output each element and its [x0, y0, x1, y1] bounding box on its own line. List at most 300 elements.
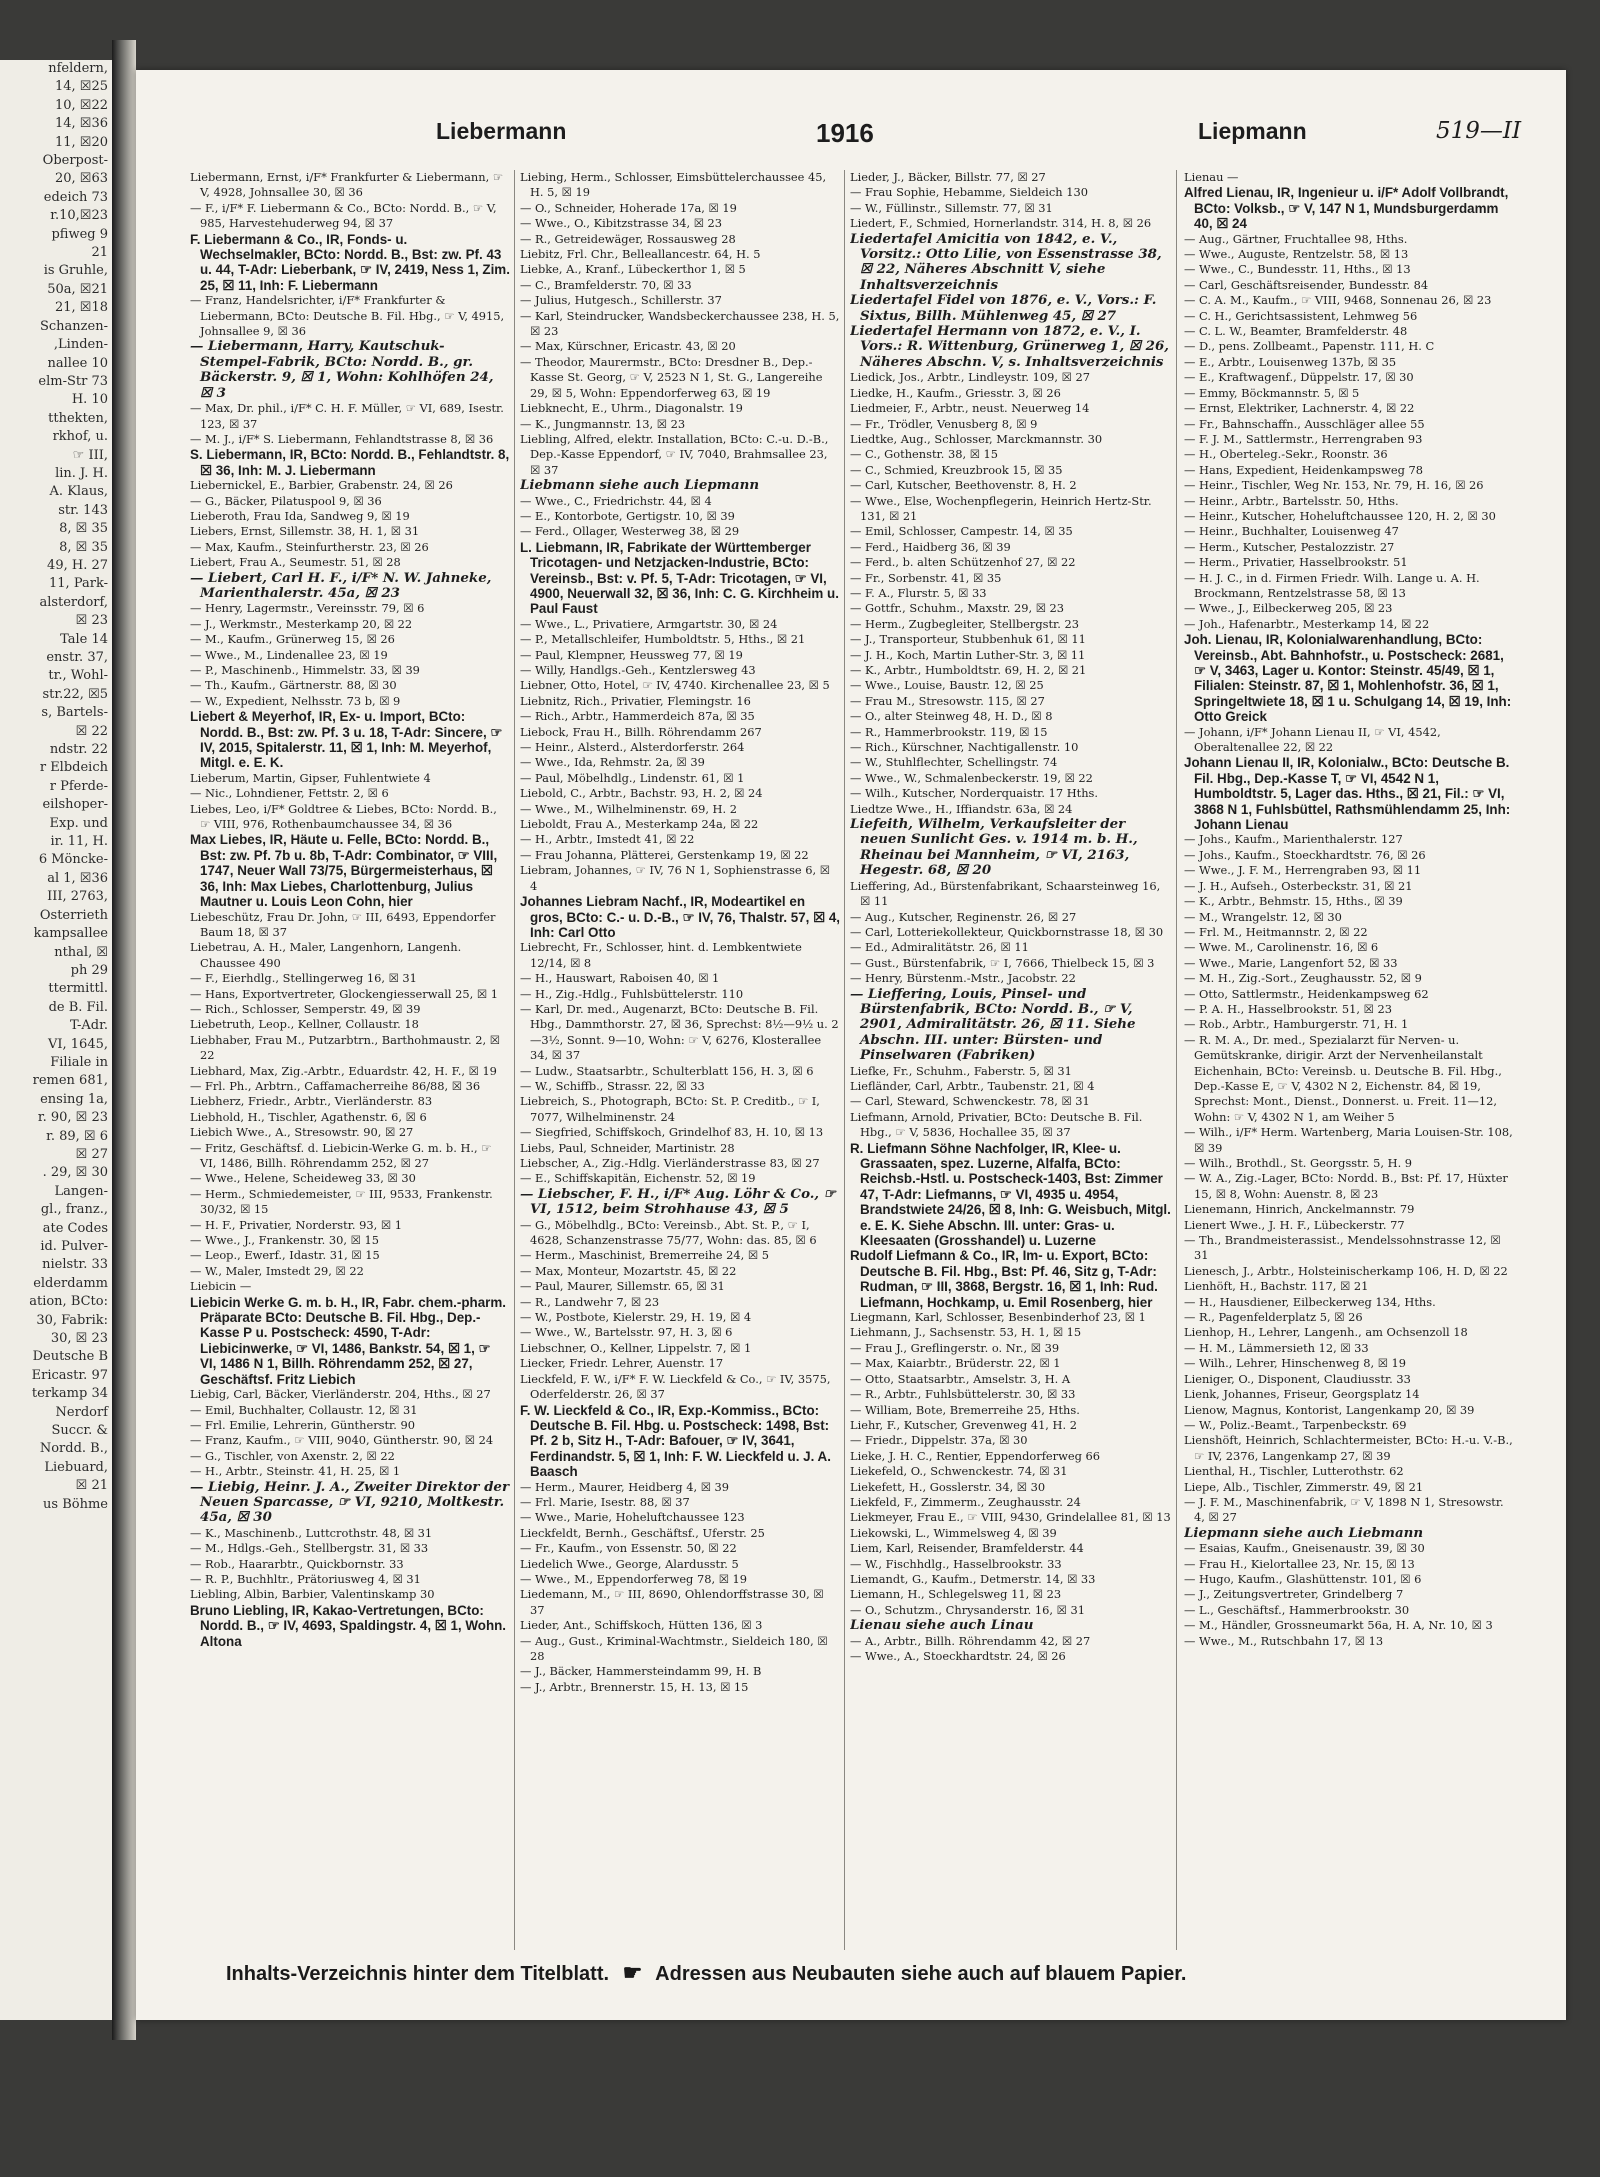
directory-entry: — Ed., Admiralitätstr. 26, ☒ 11 — [850, 940, 1029, 955]
directory-entry: S. Liebermann, IR, BCto: Nordd. B., Fehlandtstr. 8, ☒ 36, Inh: M. J. Liebermann — [190, 447, 510, 478]
directory-entry: — Willy, Handlgs.-Geh., Kentzlersweg 43 — [520, 663, 756, 677]
directory-entry: Liedemann, M., ☞ III, 8690, Ohlendorffstrasse 30, ☒ 37 — [520, 1587, 824, 1617]
directory-entry: Lieffering, Ad., Bürstenfabrikant, Schaarsteinweg 16, ☒ 11 — [850, 878, 1161, 909]
prev-page-fragment: ☒ 21 — [75, 1478, 108, 1494]
directory-entry: — Rich., Kürschner, Nachtigallenstr. 10 — [850, 740, 1079, 755]
directory-entry: — Johs., Kaufm., Marienthalerstr. 127 — [1184, 832, 1403, 847]
directory-entry: — Herm., Privatier, Hasselbrookstr. 51 — [1184, 555, 1408, 570]
header-year: 1916 — [816, 118, 874, 148]
page-header — [136, 110, 1566, 154]
prev-page-fragment: eilshoper- — [42, 797, 108, 813]
directory-entry: Liebernickel, E., Barbier, Grabenstr. 24, ☒ 26 — [190, 478, 453, 493]
directory-entry: — Carl, Geschäftsreisender, Bundesstr. 84 — [1184, 277, 1429, 292]
footer-newbuild-note: Adressen aus Neubauten siehe auch auf blauem Papier. — [655, 1963, 1187, 1985]
directory-entry: — R., Hammerbrookstr. 119, ☒ 15 — [850, 724, 1048, 739]
directory-entry: — H. F., Privatier, Norderstr. 93, ☒ 1 — [190, 1217, 402, 1232]
prev-page-fragment: 10, ☒22 — [54, 97, 108, 113]
directory-entry: — K., Maschinenb., Luttcrothstr. 48, ☒ 31 — [190, 1525, 433, 1540]
directory-entry: Liebicin — — [190, 1279, 252, 1294]
directory-entry: Rudolf Liefmann & Co., IR, Im- u. Export, BCto: Deutsche B. Fil. Hbg., Bst: Pf. 46, Sitz g, T-Adr: Rudman, ☞ III, 3868, Bergstr. 16, ☒ 1, Inh: Rud. Liefmann, Hochkamp, u. Emil Rosenberg, hier — [850, 1248, 1158, 1310]
prev-page-fragment: str. 143 — [58, 502, 108, 518]
directory-entry: — O., Schneider, Hoherade 17a, ☒ 19 — [520, 200, 737, 215]
directory-entry: Liekefeld, O., Schwenckestr. 74, ☒ 31 — [850, 1464, 1068, 1479]
directory-entry: — William, Bote, Bremerreihe 25, Hths. — [850, 1402, 1080, 1417]
prev-page-fragment: rkhof, u. — [52, 429, 108, 445]
directory-entry: Lieckfeld, F. W., i/F* F. W. Lieckfeld & Co., ☞ IV, 3575, Oderfelderstr. 26, ☒ 37 — [520, 1371, 831, 1402]
prev-page-fragment: s, Bartels- — [41, 705, 108, 721]
prev-page-fragment: 14, ☒36 — [54, 116, 108, 132]
directory-entry: — Henry, Lagermstr., Vereinsstr. 79, ☒ 6 — [190, 601, 425, 616]
prev-page-fragment: id. Pulver- — [40, 1239, 108, 1254]
prev-page-fragment: T-Adr. — [69, 1018, 108, 1034]
directory-entry: — Fritz, Geschäftsf. d. Liebicin-Werke G. m. b. H., ☞ VI, 1486, Billh. Röhrendamm 252, ☒ 27 — [190, 1140, 492, 1170]
prev-page-fragment: nielstr. 33 — [42, 1257, 108, 1273]
book-gutter — [112, 40, 136, 2040]
directory-entry: Liebhold, H., Tischler, Agathenstr. 6, ☒ 6 — [190, 1109, 427, 1124]
directory-entry: — Frl. Ph., Arbtrn., Caffamacherreihe 86/88, ☒ 36 — [190, 1078, 481, 1093]
prev-page-fragment: tthekten, — [48, 410, 108, 426]
directory-entry: Lienhöft, H., Bachstr. 117, ☒ 21 — [1184, 1279, 1369, 1294]
directory-entry: — M., Hdlgs.-Geh., Stellbergstr. 31, ☒ 33 — [190, 1541, 429, 1556]
directory-entry: Joh. Lienau, IR, Kolonialwarenhandlung, BCto: Vereinsb., Abt. Bahnhofstr., u. Postscheck: 2681, ☞ V, 3463, Lager u. Kontor: Steinstr. 45/49, ☒ 1, Filialen: Steinstr. 87, ☒ 1, Mohlenhofstr. 36, ☒ 1, Springeltwiete 18, ☒ 1 u. Schulgang 14, ☒ 19, Inh: Otto Greick — [1184, 632, 1512, 725]
directory-entry: — J., Arbtr., Brennerstr. 15, H. 13, ☒ 15 — [520, 1679, 749, 1694]
directory-entry: — Wwe., L., Privatiere, Armgartstr. 30, ☒ 24 — [520, 616, 778, 631]
directory-entry: — Friedr., Dippelstr. 37a, ☒ 30 — [850, 1433, 1028, 1448]
directory-entry: Liefmann, Arnold, Privatier, BCto: Deutsche B. Fil. Hbg., ☞ V, 5836, Hochallee 35, ☒ 37 — [850, 1109, 1143, 1140]
page-number: 519—II — [1436, 118, 1522, 144]
directory-entry: Liepe, Alb., Tischler, Zimmerstr. 49, ☒ 21 — [1184, 1479, 1424, 1494]
directory-entry: Liedert, F., Schmied, Hornerlandstr. 314, H. 8, ☒ 26 — [850, 216, 1152, 231]
directory-entry: Liepmann siehe auch Liebmann — [1184, 1524, 1424, 1541]
prev-page-fragment: III, 2763, — [47, 889, 108, 905]
directory-entry: — Fr., Bahnschaffn., Ausschläger allee 55 — [1184, 416, 1425, 431]
directory-entry: Liebrecht, Fr., Schlosser, hint. d. Lembkentwiete 12/14, ☒ 8 — [520, 940, 802, 970]
directory-entry: — Aug., Kutscher, Reginenstr. 26, ☒ 27 — [850, 909, 1077, 924]
directory-entry: — Aug., Gärtner, Fruchtallee 98, Hths. — [1184, 231, 1408, 246]
prev-page-fragment: Langen- — [54, 1183, 108, 1199]
directory-entry: — Leop., Ewerf., Idastr. 31, ☒ 15 — [190, 1248, 380, 1263]
directory-entry: — C., Bramfelderstr. 70, ☒ 33 — [520, 277, 692, 292]
directory-entry: Liedtze Wwe., H., Iffiandstr. 63a, ☒ 24 — [850, 801, 1073, 816]
directory-entry: — J., Werkmstr., Mesterkamp 20, ☒ 22 — [190, 616, 413, 631]
prev-page-fragment: ☞ III, — [72, 447, 108, 463]
directory-entry: — G., Bäcker, Pilatuspool 9, ☒ 36 — [190, 493, 382, 508]
directory-entry: — Hans, Exportvertreter, Glockengiesserwall 25, ☒ 1 — [190, 986, 498, 1001]
directory-entry: — W., Expedient, Nelhsstr. 73 b, ☒ 9 — [190, 693, 401, 708]
directory-entry: — Joh., Hafenarbtr., Mesterkamp 14, ☒ 22 — [1184, 616, 1430, 631]
directory-entry: — Wwe., Marie, Langenfort 52, ☒ 33 — [1184, 955, 1398, 970]
directory-entry: — Paul, Möbelhdlg., Lindenstr. 61, ☒ 1 — [520, 770, 745, 785]
prev-page-fragment: Tale 14 — [60, 631, 108, 647]
prev-page-fragment: str.22, ☒5 — [42, 686, 108, 702]
directory-entry: — E., Kontorbote, Gertigstr. 10, ☒ 39 — [520, 508, 735, 523]
directory-entry: — Herm., Schmiedemeister, ☞ III, 9533, Frankenstr. 30/32, ☒ 15 — [190, 1186, 493, 1217]
prev-page-fragment: Exp. und — [49, 815, 108, 831]
column-4 — [1184, 170, 1514, 1950]
directory-entry: — J. H., Aufseh., Osterbeckstr. 31, ☒ 21 — [1184, 878, 1413, 893]
directory-entry: — H., Arbtr., Imstedt 41, ☒ 22 — [520, 832, 695, 847]
directory-entry: Liedertafel Amicitia von 1842, e. V., Vorsitz.: Otto Lilie, von Essenstrasse 38, ☒ 22, Näheres Abschnitt V, siehe Inhaltsverzeichnis — [850, 230, 1162, 293]
directory-entry: — Aug., Gust., Kriminal-Wachtmstr., Sieldeich 180, ☒ 28 — [520, 1633, 828, 1663]
prev-page-fragment: ☒ 27 — [75, 1146, 108, 1162]
directory-entry: — Hans, Expedient, Heidenkampsweg 78 — [1184, 462, 1423, 477]
prev-page-fragment: nallee 10 — [47, 355, 108, 371]
directory-entry: — Herm., Maurer, Heidberg 4, ☒ 39 — [520, 1479, 730, 1494]
prev-page-fragment: H. 10 — [71, 392, 108, 408]
directory-entry: Liebling, Alfred, elektr. Installation, BCto: C.-u. D.-B., Dep.-Kasse Eppendorf, ☞ IV, 7040, Brahmsallee 23, ☒ 37 — [520, 431, 829, 477]
directory-entry: — Wwe., M., Eppendorferweg 78, ☒ 19 — [520, 1571, 748, 1586]
prev-page-fragment: r. 89, ☒ 6 — [46, 1128, 108, 1144]
directory-entry: Liekfeld, F., Zimmerm., Zeughausstr. 24 — [850, 1494, 1081, 1509]
prev-page-fragment: r Pferde- — [49, 778, 108, 794]
directory-entry: — K., Arbtr., Behmstr. 15, Hths., ☒ 39 — [1184, 894, 1403, 909]
directory-entry: Liedick, Jos., Arbtr., Lindleystr. 109, ☒ 27 — [850, 370, 1090, 385]
directory-entry: — J., Transporteur, Stubbenhuk 61, ☒ 11 — [850, 632, 1086, 647]
directory-entry: — O., Schutzm., Chrysanderstr. 16, ☒ 31 — [850, 1602, 1085, 1617]
directory-entry: — Wwe. M., Carolinenstr. 16, ☒ 6 — [1184, 940, 1379, 955]
directory-entry: Liehmann, J., Sachsenstr. 53, H. 1, ☒ 15 — [850, 1325, 1082, 1340]
directory-entry: — Wwe., J., Eilbeckerweg 205, ☒ 23 — [1184, 601, 1393, 616]
directory-entry: — W., Schiffb., Strassr. 22, ☒ 33 — [520, 1078, 705, 1093]
directory-entry: Lienow, Magnus, Kontorist, Langenkamp 20, ☒ 39 — [1184, 1402, 1475, 1417]
prev-page-fragment: de B. Fil. — [48, 999, 108, 1015]
directory-entry: — C. L. W., Beamter, Bramfelderstr. 48 — [1184, 324, 1408, 339]
prev-page-fragment: Deutsche B — [32, 1349, 108, 1365]
directory-entry: Lienhop, H., Lehrer, Langenh., am Ochsenzoll 18 — [1184, 1325, 1468, 1340]
prev-page-fragment: 50a, ☒21 — [47, 281, 108, 297]
directory-entry: Liebner, Otto, Hotel, ☞ IV, 4740. Kirchenallee 23, ☒ 5 — [520, 678, 830, 693]
directory-entry: — K., Arbtr., Humboldtstr. 69, H. 2, ☒ 21 — [850, 663, 1087, 677]
directory-entry: Lieniger, O., Disponent, Claudiusstr. 33 — [1184, 1371, 1411, 1386]
prev-page-fragment: kampsallee — [33, 926, 108, 942]
prev-page-fragment: enstr. 37, — [46, 650, 108, 665]
column-divider — [1176, 170, 1177, 1950]
directory-entry: — H. J. C., in d. Firmen Friedr. Wilh. Lange u. A. H. Brockmann, Rentzelstrasse 58, ☒ 13 — [1184, 570, 1480, 600]
directory-entry: — Paul, Klempner, Heussweg 77, ☒ 19 — [520, 647, 743, 662]
directory-entry: Liebke, A., Kranf., Lübeckerthor 1, ☒ 5 — [520, 262, 746, 277]
directory-entry: Liefländer, Carl, Arbtr., Taubenstr. 21, ☒ 4 — [850, 1078, 1095, 1093]
directory-entry: — W., Fischhdlg., Hasselbrookstr. 33 — [850, 1556, 1062, 1571]
directory-columns — [190, 170, 1560, 1950]
directory-entry: — R., Getreidewäger, Rossausweg 28 — [520, 231, 736, 246]
prev-page-fragment: 11, Park- — [49, 576, 108, 592]
directory-entry: — Heinr., Arbtr., Bartelsstr. 50, Hths. — [1184, 493, 1399, 508]
prev-page-fragment: Liebuard, — [44, 1459, 108, 1475]
directory-entry: Liekowski, L., Wimmelsweg 4, ☒ 39 — [850, 1525, 1057, 1540]
directory-entry: — H. M., Lämmersieth 12, ☒ 33 — [1184, 1340, 1369, 1355]
prev-page-fragment: nfeldern, — [48, 61, 108, 76]
directory-entry: Liebherz, Friedr., Arbtr., Vierländerstr. 83 — [190, 1094, 433, 1109]
directory-entry: Max Liebes, IR, Häute u. Felle, BCto: Nordd. B., Bst: zw. Pf. 7b u. 8b, T-Adr: Combinator, ☞ VIII, 1747, Neuer Wall 73/75, Bürgermeisterhaus, ☒ 36, Inh: Max Liebes, Charlottenburg, Julius Mautner u. Louis Leon Cohn, hier — [190, 832, 498, 910]
directory-entry: — Wwe., M., Lindenallee 23, ☒ 19 — [190, 647, 388, 662]
prev-page-fragment: Schanzen- — [40, 318, 108, 334]
prev-page-fragment: r. 90, ☒ 23 — [37, 1110, 108, 1126]
directory-entry: — E., Kraftwagenf., Düppelstr. 17, ☒ 30 — [1184, 370, 1414, 385]
prev-page-fragment: tr., Wohl- — [48, 668, 108, 684]
directory-entry: — Theodor, Maurermstr., BCto: Dresdner B., Dep.-Kasse St. Georg, ☞ V, 2523 N 1, St. G., Langereihe 29, ☒ 5, Wohn: Eppendorferweg 63, ☒ 19 — [520, 354, 823, 400]
directory-entry: Liedtke, Aug., Schlosser, Marckmannstr. 30 — [850, 431, 1103, 446]
directory-entry: — Frl. Emilie, Lehrerin, Güntherstr. 90 — [190, 1417, 415, 1432]
directory-entry: — W. A., Zig.-Lager, BCto: Nordd. B., Bst: Pf. 17, Hüxter 15, ☒ 8, Wohn: Auenstr. 8, ☒ 23 — [1184, 1171, 1508, 1201]
directory-entry: Alfred Lienau, IR, Ingenieur u. i/F* Adolf Vollbrandt, BCto: Volksb., ☞ V, 147 N 1, Mundsburgerdamm 40, ☒ 24 — [1184, 185, 1509, 232]
directory-entry: — Wwe., Marie, Hoheluftchaussee 123 — [520, 1510, 745, 1525]
prev-page-fragment: ation, BCto: — [29, 1294, 108, 1310]
directory-entry: — H., Arbtr., Steinstr. 41, H. 25, ☒ 1 — [190, 1464, 401, 1479]
directory-entry: — Emmy, Böckmannstr. 5, ☒ 5 — [1184, 385, 1360, 400]
directory-entry: — Gottfr., Schuhm., Maxstr. 29, ☒ 23 — [850, 601, 1065, 616]
directory-entry: Liebetruth, Leop., Kellner, Collaustr. 18 — [190, 1017, 419, 1032]
directory-entry: — Wwe., M., Rutschbahn 17, ☒ 13 — [1184, 1633, 1384, 1648]
directory-entry: — J. H., Koch, Martin Luther-Str. 3, ☒ 11 — [850, 647, 1086, 662]
directory-entry: — P., Metallschleifer, Humboldtstr. 5, Hths., ☒ 21 — [520, 632, 806, 647]
directory-entry: Liebermann, Ernst, i/F* Frankfurter & Liebermann, ☞ V, 4928, Johnsallee 30, ☒ 36 — [190, 170, 504, 200]
directory-entry: L. Liebmann, IR, Fabrikate der Württemberger Tricotagen- und Netzjacken-Industrie, BCto: Vereinsb., Bst: v. Pf. 5, T-Adr: Tricotagen, ☞ VI, 4900, Neuerwall 32, ☒ 36, Inh: C. G. Kirchheim u. Paul Faust — [520, 539, 839, 617]
directory-entry: — R., Pagenfelderplatz 5, ☒ 26 — [1184, 1310, 1363, 1325]
directory-entry: Liebs, Paul, Schneider, Martinistr. 28 — [520, 1140, 735, 1155]
directory-entry: — R. M. A., Dr. med., Spezialarzt für Nerven- u. Gemütskranke, dirigir. Arzt der Nervenheilanstalt Eichenhain, BCto: Vereinsb. u. Deutsche B. Fil. Hbg., Dep.-Kasse E, ☞ V, 4302 N 2, Eichenstr. 84, ☒ 19, Sprechst: Mont., Dienst., Donnerst. u. Freit. 11—12, Wohn: ☞ V, 4302 N 1, am Weiher 5 — [1184, 1032, 1502, 1124]
page-footer — [226, 1960, 1486, 1990]
prev-page-fragment: 8, ☒ 35 — [59, 539, 108, 555]
directory-entry: — Max, Kaufm., Steinfurtherstr. 23, ☒ 26 — [190, 539, 429, 554]
directory-entry: — Carl, Kutscher, Beethovenstr. 8, H. 2 — [850, 478, 1077, 493]
directory-entry: R. Liefmann Söhne Nachfolger, IR, Klee- u. Grassaaten, spez. Luzerne, Alfalfa, BCto: Reichsb.-Hstl. u. Postscheck-1403, Bst: Zimmer 47, T-Adr: Liefmanns, ☞ VI, 4935 u. 4954, Brandstwiete 24/26, ☒ 8, Inh: G. Weisbuch, Mitgl. e. E. K. Siehe Abschn. III. unter: Gras- u. Kleesaaten (Grosshandel) u. Luzerne — [850, 1140, 1171, 1249]
prev-page-fragment: lin. J. H. — [55, 465, 108, 481]
directory-entry: — R. P., Buchhltr., Prätoriusweg 4, ☒ 31 — [190, 1571, 421, 1586]
directory-entry: — Rich., Arbtr., Hammerdeich 87a, ☒ 35 — [520, 709, 755, 724]
directory-entry: Liehr, F., Kutscher, Grevenweg 41, H. 2 — [850, 1417, 1077, 1432]
prev-page-fragment: Nerdorf — [55, 1404, 108, 1420]
directory-entry: — J. F. M., Maschinenfabrik, ☞ V, 1898 N 1, Stresowstr. 4, ☒ 27 — [1184, 1494, 1504, 1525]
directory-entry: — Wwe., J., Frankenstr. 30, ☒ 15 — [190, 1233, 379, 1248]
directory-entry: — J., Zeitungsvertreter, Grindelberg 7 — [1184, 1587, 1404, 1602]
directory-entry: — Ernst, Elektriker, Lachnerstr. 4, ☒ 22 — [1184, 401, 1415, 416]
directory-entry: — Frl. Marie, Isestr. 88, ☒ 37 — [520, 1494, 690, 1509]
directory-entry: — Liebermann, Harry, Kautschuk-Stempel-Fabrik, BCto: Nordd. B., gr. Bäckerstr. 9, ☒ 1, Wohn: Kohlhöfen 24, ☒ 3 — [190, 338, 494, 401]
directory-entry: — M. H., Zig.-Sort., Zeughausstr. 52, ☒ 9 — [1184, 971, 1422, 986]
directory-entry: Liemandt, G., Kaufm., Detmerstr. 14, ☒ 33 — [850, 1571, 1096, 1586]
directory-entry: Liebock, Frau H., Billh. Röhrendamm 267 — [520, 724, 762, 739]
directory-entry: Liebing, Herm., Schlosser, Eimsbüttelerchaussee 45, H. 5, ☒ 19 — [520, 170, 827, 200]
directory-entry: — Wwe., M., Wilhelminenstr. 69, H. 2 — [520, 801, 737, 816]
prev-page-fragment: 6 Möncke- — [38, 852, 108, 868]
prev-page-fragment: gl., franz., — [40, 1202, 108, 1218]
directory-entry: — Wwe., A., Stoeckhardtstr. 24, ☒ 26 — [850, 1649, 1066, 1663]
directory-entry: — Fr., Trödler, Venusberg 8, ☒ 9 — [850, 416, 1038, 431]
directory-entry: — Carl, Lotteriekollekteur, Quickbornstrasse 18, ☒ 30 — [850, 924, 1164, 939]
prev-page-fragment: Succr. & — [51, 1423, 108, 1439]
directory-entry: — Heinr., Kutscher, Hoheluftchaussee 120, H. 2, ☒ 30 — [1184, 508, 1496, 523]
directory-entry: — C. H., Gerichtsassistent, Lehmweg 56 — [1184, 308, 1418, 323]
directory-entry: — Frau H., Kielortallee 23, Nr. 15, ☒ 13 — [1184, 1556, 1415, 1571]
directory-entry: — Liebert, Carl H. F., i/F* N. W. Jahneke, Marienthalerstr. 45a, ☒ 23 — [190, 569, 492, 601]
prev-page-fragment: ,Linden- — [53, 337, 108, 353]
directory-entry: — Max, Monteur, Mozartstr. 45, ☒ 22 — [520, 1263, 737, 1278]
directory-entry: Liebes, Leo, i/F* Goldtree & Liebes, BCto: Nordd. B., ☞ VIII, 976, Rothenbaumchaussee 34, ☒ 36 — [190, 801, 497, 832]
directory-entry: Liekefett, H., Gosslerstr. 34, ☒ 30 — [850, 1479, 1046, 1494]
directory-entry: — H., Hausdiener, Eilbeckerweg 134, Hths. — [1184, 1294, 1436, 1309]
prev-page-fragment: edeich 73 — [43, 189, 108, 205]
directory-entry: — Franz, Kaufm., ☞ VIII, 9040, Güntherstr. 90, ☒ 24 — [190, 1433, 494, 1448]
footer-index-note: Inhalts-Verzeichnis hinter dem Titelblatt. — [226, 1963, 610, 1985]
prev-page-fragment: 21 — [91, 245, 108, 261]
prev-page-fragment: al 1, ☒36 — [47, 870, 108, 886]
directory-entry: Liebreich, S., Photograph, BCto: St. P. Creditb., ☞ I, 7077, Wilhelminenstr. 24 — [520, 1094, 820, 1124]
prev-page-fragment: ☒ 22 — [75, 723, 108, 739]
directory-entry: — Wwe., C., Friedrichstr. 44, ☒ 4 — [520, 493, 712, 508]
directory-entry: Lienau siehe auch Linau — [850, 1617, 1034, 1634]
directory-entry: — Rob., Haararbtr., Quickbornstr. 33 — [190, 1556, 404, 1571]
directory-entry: — H., Oberteleg.-Sekr., Roonstr. 36 — [1184, 447, 1388, 462]
prev-page-fragment: ate Codes — [42, 1220, 108, 1236]
prev-page-fragment: Nordd. B., — [39, 1441, 108, 1457]
prev-page-fragment: pfiweg 9 — [51, 226, 108, 242]
prev-page-fragment: ttermittl. — [48, 981, 108, 997]
directory-entry: Lienert Wwe., J. H. F., Lübeckerstr. 77 — [1184, 1217, 1405, 1232]
directory-entry: Liebram, Johannes, ☞ IV, 76 N 1, Sophienstrasse 6, ☒ 4 — [520, 863, 830, 893]
prev-page-fragment: remen 681, — [32, 1073, 108, 1089]
directory-entry: — Herm., Zugbegleiter, Stellbergstr. 23 — [850, 616, 1079, 631]
prev-page-fragment: ensing 1a, — [40, 1091, 108, 1107]
prev-page-fragment: ndstr. 22 — [49, 742, 108, 758]
directory-entry: Lieberum, Martin, Gipser, Fuhlentwiete 4 — [190, 770, 431, 785]
prev-page-fragment: r Elbdeich — [39, 760, 108, 776]
directory-entry: — Nic., Lohndiener, Fettstr. 2, ☒ 6 — [190, 786, 389, 801]
prev-page-fragment: 8, ☒ 35 — [59, 521, 108, 537]
directory-entry: — M., Händler, Grossneumarkt 56a, H. A, Nr. 10, ☒ 3 — [1184, 1618, 1493, 1633]
directory-entry: Liebetrau, A. H., Maler, Langenhorn, Langenh. Chaussee 490 — [190, 940, 462, 970]
directory-entry: Lieder, Ant., Schiffskoch, Hütten 136, ☒ 3 — [520, 1618, 763, 1633]
directory-entry: — A., Arbtr., Billh. Röhrendamm 42, ☒ 27 — [850, 1633, 1091, 1648]
directory-entry: — Carl, Steward, Schwenckestr. 78, ☒ 31 — [850, 1094, 1090, 1109]
directory-entry: Liebmann siehe auch Liepmann — [520, 477, 760, 494]
prev-page-fragment: nthal, ☒ — [54, 944, 108, 960]
directory-entry: Liebers, Ernst, Sillemstr. 38, H. 1, ☒ 31 — [190, 524, 420, 539]
directory-entry: Lienau — — [1184, 170, 1239, 184]
prev-page-fragment: elderdamm — [33, 1275, 108, 1291]
prev-page-fragment: elm-Str 73 — [38, 373, 108, 389]
directory-entry: — Max, Kaiarbtr., Brüderstr. 22, ☒ 1 — [850, 1356, 1061, 1371]
directory-entry: — Otto, Sattlermstr., Heidenkampsweg 62 — [1184, 986, 1429, 1001]
prev-page-fragment: Ericastr. 97 — [31, 1367, 108, 1383]
directory-entry: Liedertafel Fidel von 1876, e. V., Vors.: F. Sixtus, Billh. Mühlenweg 45, ☒ 27 — [850, 292, 1157, 324]
directory-entry: — C., Schmied, Kreuzbrook 15, ☒ 35 — [850, 462, 1063, 477]
directory-entry: — Wilh., Kutscher, Norderquaistr. 17 Hths. — [850, 786, 1099, 801]
prev-page-fragment: ir. 11, H. — [50, 834, 108, 850]
directory-page — [136, 70, 1566, 2020]
column-divider — [514, 170, 515, 1950]
directory-entry: Liefke, Fr., Schuhm., Faberstr. 5, ☒ 31 — [850, 1063, 1072, 1078]
directory-entry: — Wwe., Louise, Baustr. 12, ☒ 25 — [850, 678, 1044, 693]
prev-page-fragment: 30, ☒ 23 — [50, 1331, 108, 1347]
directory-entry: Liebich Wwe., A., Stresowstr. 90, ☒ 27 — [190, 1125, 414, 1140]
prev-page-fragment: Filiale in — [50, 1054, 108, 1070]
directory-entry: — Ferd., Haidberg 36, ☒ 39 — [850, 539, 1011, 554]
directory-entry: Liem, Karl, Reisender, Bramfelderstr. 44 — [850, 1541, 1084, 1556]
directory-entry: Liemann, H., Schlegelsweg 11, ☒ 23 — [850, 1587, 1062, 1602]
directory-entry: — O., alter Steinweg 48, H. D., ☒ 8 — [850, 709, 1053, 724]
directory-entry: Liebnitz, Rich., Privatier, Flemingstr. 16 — [520, 693, 751, 708]
directory-entry: Lienk, Johannes, Friseur, Georgsplatz 14 — [1184, 1387, 1420, 1402]
directory-entry: — Franz, Handelsrichter, i/F* Frankfurter & Liebermann, BCto: Deutsche B. Fil. Hbg., ☞ V, 4915, Johnsallee 9, ☒ 36 — [190, 293, 505, 339]
directory-entry: Liefeith, Wilhelm, Verkaufsleiter der neuen Sunlicht Ges. v. 1914 m. b. H., Rheinau bei Mannheim, ☞ VI, 2163, Hegestr. 68, ☒ 20 — [850, 816, 1138, 879]
directory-entry: — Fr., Kaufm., von Essenstr. 50, ☒ 22 — [520, 1541, 737, 1556]
directory-entry: — M., Kaufm., Grünerweg 15, ☒ 26 — [190, 632, 395, 647]
directory-entry: Liekmeyer, Frau E., ☞ VIII, 9430, Grindelallee 81, ☒ 13 — [850, 1510, 1171, 1525]
directory-entry: — R., Arbtr., Fuhlsbüttelerstr. 30, ☒ 33 — [850, 1387, 1076, 1402]
directory-entry: F. Liebermann & Co., IR, Fonds- u. Wechselmakler, BCto: Nordd. B., Bst: zw. Pf. 43 u. 44, T-Adr: Lieberbank, ☞ IV, 2419, Ness 1, Zim. 25, ☒ 11, Inh: F. Liebermann — [190, 231, 510, 293]
directory-entry: — Liebig, Heinr. J. A., Zweiter Direktor der Neuen Sparcasse, ☞ VI, 9210, Moltkestr. 45a, ☒ 30 — [190, 1478, 510, 1526]
directory-entry: Liebhard, Max, Zig.-Arbtr., Eduardstr. 42, H. F., ☒ 19 — [190, 1063, 497, 1078]
directory-entry: Liedke, H., Kaufm., Griesstr. 3, ☒ 26 — [850, 385, 1061, 400]
prev-page-fragment: alsterdorf, — [39, 594, 108, 610]
prev-page-fragment: 14, ☒25 — [54, 79, 108, 95]
directory-entry: Lieboldt, Frau A., Mesterkamp 24a, ☒ 22 — [520, 817, 759, 832]
directory-entry: — F. J. M., Sattlermstr., Herrengraben 93 — [1184, 431, 1423, 446]
directory-entry: — Frau Sophie, Hebamme, Sieldeich 130 — [850, 185, 1088, 200]
directory-entry: Liebknecht, E., Uhrm., Diagonalstr. 19 — [520, 401, 743, 416]
prev-page-fragment: 11, ☒20 — [54, 134, 108, 150]
directory-entry: — J., Bäcker, Hammersteindamm 99, H. B — [520, 1664, 762, 1679]
directory-entry: — Wwe., Else, Wochenpflegerin, Heinrich Hertz-Str. 131, ☒ 21 — [850, 493, 1152, 523]
directory-entry: — Paul, Maurer, Sillemstr. 65, ☒ 31 — [520, 1279, 725, 1294]
directory-entry: — E., Arbtr., Louisenweg 137b, ☒ 35 — [1184, 354, 1397, 369]
directory-entry: Liebitz, Frl. Chr., Belleallancestr. 64, H. 5 — [520, 247, 761, 262]
directory-entry: — Liebscher, F. H., i/F* Aug. Löhr & Co., ☞ VI, 1512, beim Strohhause 43, ☒ 5 — [520, 1185, 836, 1218]
directory-entry: — Wwe., W., Bartelsstr. 97, H. 3, ☒ 6 — [520, 1325, 733, 1340]
header-right-name: Liepmann — [1198, 118, 1307, 144]
directory-entry: — H., Zig.-Hdlg., Fuhlsbüttelerstr. 110 — [520, 986, 744, 1001]
directory-entry: — F. A., Flurstr. 5, ☒ 33 — [850, 585, 987, 600]
prev-page-fragment: . 29, ☒ 30 — [42, 1165, 108, 1181]
prev-page-fragment: Oberpost- — [42, 153, 108, 169]
directory-entry: — Ferd., b. alten Schützenhof 27, ☒ 22 — [850, 555, 1076, 570]
prev-page-fragment: is Gruhle, — [43, 263, 108, 279]
directory-entry: — G., Tischler, von Axenstr. 2, ☒ 22 — [190, 1448, 395, 1463]
directory-entry: — E., Schiffskapitän, Eichenstr. 52, ☒ 19 — [520, 1171, 756, 1186]
directory-entry: — Ludw., Staatsarbtr., Schulterblatt 156, H. 3, ☒ 6 — [520, 1063, 814, 1078]
directory-entry: — Otto, Staatsarbtr., Amselstr. 3, H. A — [850, 1371, 1071, 1386]
directory-entry: Johannes Liebram Nachf., IR, Modeartikel en gros, BCto: C.- u. D.-B., ☞ IV, 76, Thalstr. 57, ☒ 4, Inh: Carl Otto — [520, 894, 840, 940]
directory-entry: — W., Füllinstr., Sillemstr. 77, ☒ 31 — [850, 200, 1053, 215]
directory-entry: — C. A. M., Kaufm., ☞ VIII, 9468, Sonnenau 26, ☒ 23 — [1184, 293, 1492, 308]
directory-entry: — Herm., Maschinist, Bremerreihe 24, ☒ 5 — [520, 1248, 769, 1263]
directory-entry: Liebold, C., Arbtr., Bachstr. 93, H. 2, ☒ 24 — [520, 786, 763, 801]
directory-entry: — K., Jungmannstr. 13, ☒ 23 — [520, 416, 686, 431]
directory-entry: — Wwe., C., Bundesstr. 11, Hths., ☒ 13 — [1184, 262, 1411, 277]
directory-entry: — D., pens. Zollbeamt., Papenstr. 111, H. C — [1184, 339, 1435, 354]
directory-entry: — Karl, Steindrucker, Wandsbeckerchaussee 238, H. 5, ☒ 23 — [520, 308, 840, 339]
header-left-name: Liebermann — [436, 118, 567, 144]
directory-entry: — Karl, Dr. med., Augenarzt, BCto: Deutsche B. Fil. Hbg., Dammthorstr. 27, ☒ 36, Sprechst: 8½—9½ u. 2—3½, Sonnt. 9—10, Wohn: ☞ V, 6276, Klosterallee 34, ☒ 37 — [520, 1001, 839, 1063]
directory-entry: Lieder, J., Bäcker, Billstr. 77, ☒ 27 — [850, 170, 1046, 184]
directory-entry: — Ferd., Ollager, Westerweg 38, ☒ 29 — [520, 524, 740, 539]
directory-entry: — F., i/F* F. Liebermann & Co., BCto: Nordd. B., ☞ V, 985, Harvestehuderweg 94, ☒ 37 — [190, 200, 497, 231]
prev-page-fragment: 49, H. 27 — [47, 557, 108, 573]
directory-entry: Lienemann, Hinrich, Anckelmannstr. 79 — [1184, 1202, 1415, 1217]
directory-entry: — Frau Johanna, Plätterei, Gerstenkamp 19, ☒ 22 — [520, 847, 809, 862]
directory-entry: — Rob., Arbtr., Hamburgerstr. 71, H. 1 — [1184, 1017, 1409, 1032]
directory-entry: F. W. Lieckfeld & Co., IR, Exp.-Kommiss., BCto: Deutsche B. Fil. Hbg. u. Postscheck: 1498, Bst: Pf. 2 b, Sitz H., T-Adr: Bafouer, ☞ IV, 3641, Ferdinandstr. 5, ☒ 1, Inh: F. W. Lieckfeld u. J. A. Baasch — [520, 1402, 831, 1480]
column-3 — [850, 170, 1172, 1950]
prev-page-fragment: 30, Fabrik: — [36, 1312, 108, 1328]
directory-entry: Lieckfeldt, Bernh., Geschäftsf., Uferstr. 25 — [520, 1525, 765, 1540]
prev-page-fragment: VI, 1645, — [47, 1036, 108, 1052]
directory-entry: — Frl. M., Heitmannstr. 2, ☒ 22 — [1184, 924, 1368, 939]
directory-entry: Lienthal, H., Tischler, Lutterothstr. 62 — [1184, 1464, 1404, 1479]
directory-entry: — Wwe., Helene, Scheideweg 33, ☒ 30 — [190, 1171, 416, 1186]
directory-entry: Liebscher, A., Zig.-Hdlg. Vierländerstrasse 83, ☒ 27 — [520, 1156, 820, 1170]
directory-entry: — C., Gothenstr. 38, ☒ 15 — [850, 447, 999, 462]
